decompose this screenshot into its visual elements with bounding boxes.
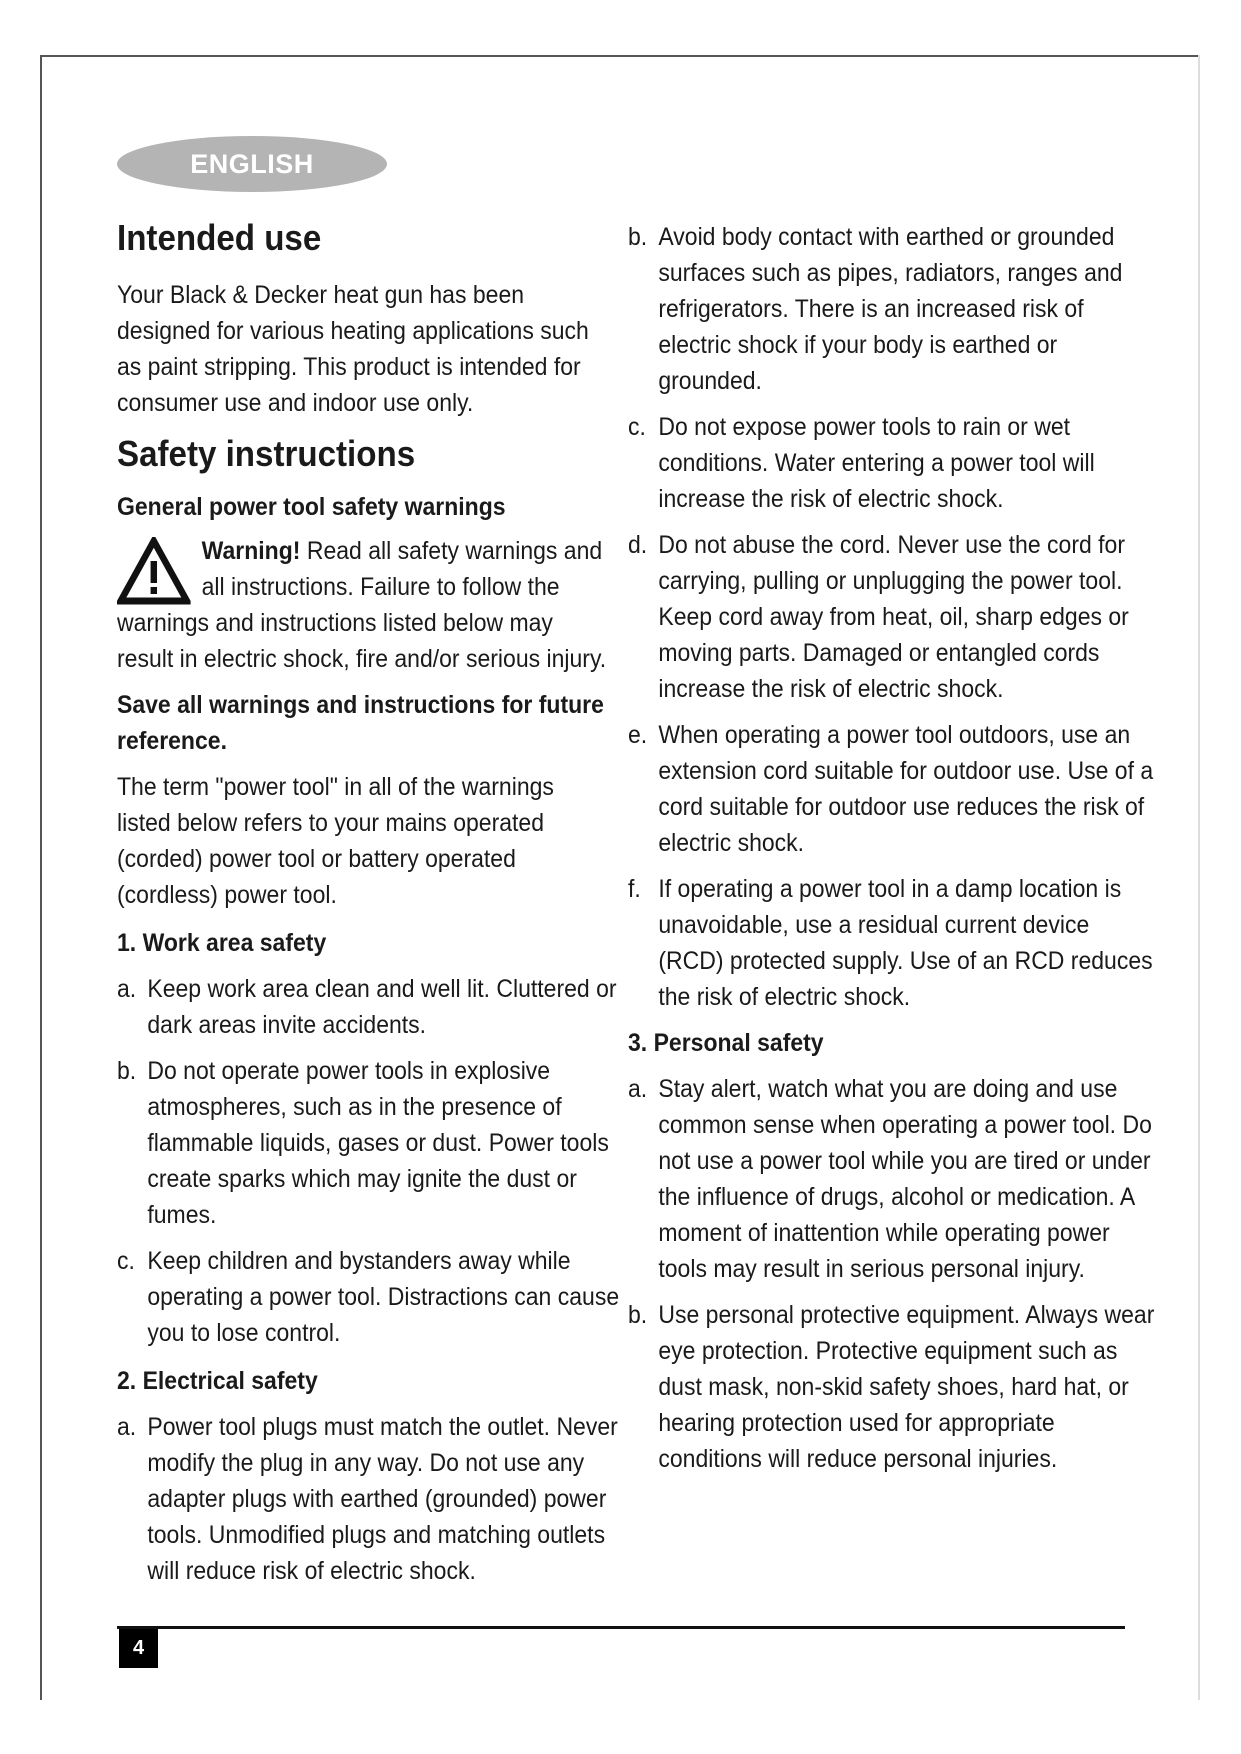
list-marker: a. [117, 975, 137, 1003]
general-warnings-subheading: General power tool safety warnings [117, 493, 506, 521]
list-item [117, 971, 639, 1043]
list-item [628, 1297, 1157, 1477]
list-marker: c. [117, 1247, 135, 1275]
intended-use-heading: Intended use [117, 217, 322, 258]
list-item-text: If operating a power tool in a damp location is unavoidable, use a residual current device (RCD) protected supply. Use of an RCD reduces the risk of electric shock. [658, 875, 1153, 1011]
electrical-safety-heading: 2. Electrical safety [117, 1367, 318, 1395]
list-marker: d. [628, 531, 648, 559]
list-item-text: Power tool plugs must match the outlet. Never modify the plug in any way. Do not use any adapter plugs with earthed (grounded) power tools. Unmodiﬁed plugs and matching outlets will reduce risk of electric shock. [147, 1413, 618, 1585]
footer-rule [117, 1626, 1125, 1629]
list-item-text: Keep children and bystanders away while operating a power tool. Distractions can cause you to lose control. [147, 1247, 620, 1347]
list-item-text: Avoid body contact with earthed or grounded surfaces such as pipes, radiators, ranges and refrigerators. There is an increased risk of electric shock if your body is earthed or grounded. [658, 223, 1123, 395]
list-item [628, 527, 1157, 707]
list-marker: f. [628, 875, 641, 903]
list-item [117, 1053, 639, 1233]
page-frame-top [40, 55, 1200, 57]
list-marker: b. [117, 1057, 137, 1085]
list-item [628, 871, 1157, 1015]
list-item-text: Do not operate power tools in explosive atmospheres, such as in the presence of ﬂammable liquids, gases or dust. Power tools create sparks which may ignite the dust or fumes. [147, 1057, 609, 1229]
personal-safety-heading: 3. Personal safety [628, 1029, 824, 1057]
list-marker: b. [628, 223, 648, 251]
warning-paragraph [117, 533, 609, 677]
warning-block [117, 533, 609, 677]
list-item-text: When operating a power tool outdoors, use an extension cord suitable for outdoor use. Use of a cord suitable for outdoor use reduces the risk of electric shock. [658, 721, 1154, 857]
list-item-text: Use personal protective equipment. Always wear eye protection. Protective equipment such as dust mask, non-skid safety shoes, hard hat, or hearing protection used for appropriate conditions will reduce personal injuries. [658, 1301, 1155, 1473]
list-item-text: Stay alert, watch what you are doing and use common sense when operating a power tool. Do not use a power tool while you are tired or under the inﬂuence of drugs, alcohol or medication. A moment of inattention while operating power tools may result in serious personal injury. [658, 1075, 1152, 1283]
list-item [628, 219, 1157, 399]
intended-use-text: Your Black & Decker heat gun has been designed for various heating applications such as paint stripping. This product is intended for consumer use and indoor use only. [117, 281, 589, 417]
save-instructions-note: Save all warnings and instructions for future reference. [117, 691, 604, 755]
list-item [117, 1409, 639, 1589]
list-item [628, 717, 1157, 861]
list-marker: c. [628, 413, 646, 441]
list-marker: b. [628, 1301, 648, 1329]
list-item [628, 409, 1157, 517]
list-marker: a. [628, 1075, 648, 1103]
page-frame-left [40, 55, 42, 1700]
page-frame-right [1198, 55, 1200, 1700]
list-item-text: Do not expose power tools to rain or wet conditions. Water entering a power tool will increase the risk of electric shock. [658, 413, 1095, 513]
language-badge: ENGLISH [117, 136, 387, 192]
power-tool-term-text: The term "power tool" in all of the warnings listed below refers to your mains operated (corded) power tool or battery operated (cordless) power tool. [117, 773, 554, 909]
warning-text: Read all safety warnings and all instructions. Failure to follow the warnings and instructions listed below may result in electric shock, ﬁre and/or serious injury. [117, 537, 607, 673]
list-marker: a. [117, 1413, 137, 1441]
warning-label: Warning! [201, 537, 301, 565]
left-column [117, 213, 620, 1589]
list-item-text: Do not abuse the cord. Never use the cord for carrying, pulling or unplugging the power tool. Keep cord away from heat, oil, sharp edges or moving parts. Damaged or entangled cords increase the risk of electric shock. [658, 531, 1129, 703]
page-number: 4 [119, 1629, 158, 1668]
list-item-text: Keep work area clean and well lit. Cluttered or dark areas invite accidents. [147, 975, 617, 1039]
warning-triangle-icon [117, 537, 191, 605]
right-column [628, 213, 1155, 1477]
list-item [117, 1243, 639, 1351]
list-item [628, 1071, 1157, 1287]
list-marker: e. [628, 721, 648, 749]
work-area-heading: 1. Work area safety [117, 929, 327, 957]
safety-instructions-heading: Safety instructions [117, 433, 416, 474]
